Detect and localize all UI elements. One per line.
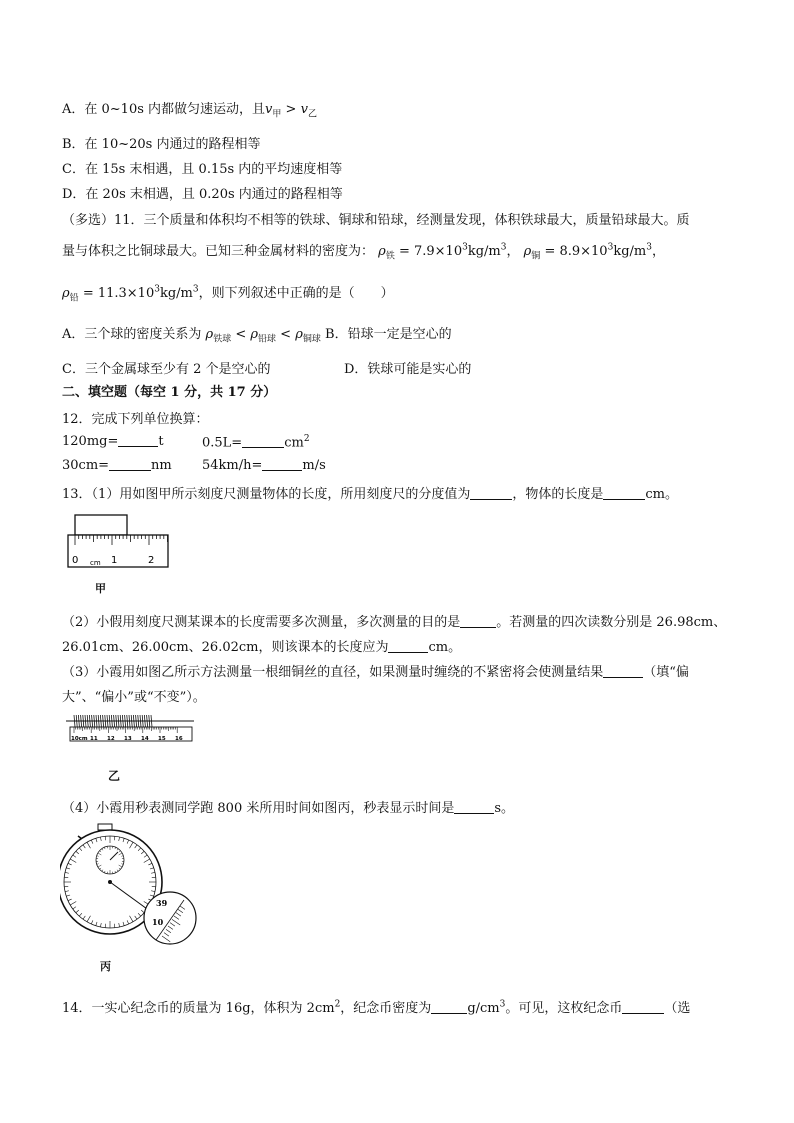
answer-blank[interactable] bbox=[262, 458, 302, 471]
rho-iron-value: = 7.9×10 bbox=[398, 244, 463, 259]
answer-blank[interactable] bbox=[118, 434, 158, 447]
q12-b2: 54km/h= bbox=[202, 458, 263, 473]
unit: kg/m bbox=[613, 244, 647, 259]
q12-a2-exp: 2 bbox=[303, 434, 310, 444]
coil-turn bbox=[105, 715, 106, 727]
coil-turn bbox=[147, 715, 148, 727]
q11-line2: 量与体积之比铜球最大。已知三种金属材料的密度为： $\rho_铁 = 7.9\times 10^3kg/m^3$， $\rho_铜 = 8.9\times 10^3kg/m^3$， bbox=[62, 242, 665, 262]
rho-symbol: ρ bbox=[523, 244, 532, 259]
figure-label-yi: 乙 bbox=[108, 769, 121, 783]
answer-blank[interactable] bbox=[603, 665, 643, 678]
q10-option-a-text: A．在 0~10s 内都做匀速运动，且 bbox=[62, 102, 266, 117]
unit-exp: 3 bbox=[192, 284, 199, 295]
coil-turn bbox=[92, 715, 93, 727]
stopwatch-figure-bing bbox=[60, 822, 200, 952]
exp: 3 bbox=[154, 284, 160, 295]
q14-line1 bbox=[62, 997, 690, 1016]
coil-turn bbox=[136, 715, 137, 727]
q13-p2-text: （2）小假用刻度尺测某课本的长度需要多次测量，多次测量的目的是 bbox=[62, 615, 461, 630]
answer-blank[interactable] bbox=[388, 640, 428, 653]
coil-turn bbox=[107, 715, 108, 727]
answer-blank[interactable] bbox=[470, 487, 512, 500]
answer-blank[interactable] bbox=[622, 1001, 664, 1014]
q12-b2-unit: m/s bbox=[302, 458, 326, 473]
ruler2-label-2: 12 bbox=[107, 736, 115, 742]
q12-a2-unit: cm bbox=[284, 435, 304, 451]
ruler2-label-4: 14 bbox=[141, 736, 149, 742]
q12-row1-b bbox=[202, 434, 310, 450]
rho-symbol: ρ bbox=[250, 327, 259, 342]
q14-text-b: ，纪念币密度为 bbox=[340, 1001, 432, 1016]
exp: 3 bbox=[462, 242, 468, 253]
q11-option-d: D．铁球可能是实心的 bbox=[344, 362, 472, 377]
unit-exp: 3 bbox=[500, 242, 507, 253]
coil-turn bbox=[85, 715, 86, 727]
coil-turn bbox=[111, 715, 112, 727]
q13-p4-unit: s。 bbox=[494, 801, 515, 816]
rho-symbol: ρ bbox=[378, 244, 386, 259]
ruler2-label-3: 13 bbox=[124, 736, 132, 742]
rho-sub: 铜球 bbox=[302, 334, 321, 345]
answer-blank[interactable] bbox=[454, 801, 494, 814]
rho-sub: 铁球 bbox=[213, 334, 232, 345]
measured-object bbox=[75, 515, 127, 535]
answer-blank[interactable] bbox=[460, 615, 496, 628]
greater-than: > bbox=[281, 102, 301, 117]
q13-part3-line2: 大”、“偏小”或“不变”）。 bbox=[62, 690, 206, 705]
q11-option-b: B．铅球一定是空心的 bbox=[325, 327, 452, 342]
q14-exp-a: 2 bbox=[334, 999, 341, 1010]
q13-part4 bbox=[62, 797, 514, 816]
q13-p2-text-c: 26.01cm、26.00cm、26.02cm，则该课本的长度应为 bbox=[62, 640, 389, 655]
coil-turn bbox=[149, 715, 150, 727]
coil-turn bbox=[129, 715, 130, 727]
q10-option-d: D．在 20s 末相遇，且 0.20s 内通过的路程相等 bbox=[62, 187, 343, 202]
velocity-sub-jia: 甲 bbox=[272, 109, 282, 120]
q10-option-a bbox=[62, 98, 317, 120]
q14-unit: g/cm bbox=[467, 1001, 500, 1016]
q11-option-ab: A．三个球的密度关系为 $\rho_{铁球} < \rho_{铅球} < \rho_{铜球}$ B．铅球一定是空心的 bbox=[62, 327, 452, 345]
coil-turn bbox=[122, 715, 123, 727]
q12-a1-unit: t bbox=[158, 434, 164, 449]
answer-blank[interactable] bbox=[431, 1001, 467, 1014]
coil-turn bbox=[151, 715, 152, 727]
ruler2-label-6: 16 bbox=[175, 736, 183, 742]
rho-lead-value: = 11.3×10 bbox=[82, 286, 155, 301]
rho-symbol: ρ bbox=[62, 286, 70, 301]
coil-turn bbox=[138, 715, 139, 727]
q10-option-c: C．在 15s 末相遇，且 0.15s 内的平均速度相等 bbox=[62, 162, 343, 177]
rho-symbol: ρ bbox=[205, 327, 214, 342]
coil-turn bbox=[116, 715, 117, 727]
q14-text-a: 14．一实心纪念币的质量为 16g，体积为 2cm bbox=[62, 1001, 335, 1016]
coil-turn bbox=[125, 715, 126, 727]
ruler-figure-jia bbox=[64, 512, 174, 572]
q12-row2-b bbox=[202, 458, 326, 473]
q11-option-a: A．三个球的密度关系为 bbox=[62, 327, 202, 342]
rho-sub-copper: 铜 bbox=[531, 251, 541, 262]
coil-turn bbox=[89, 715, 90, 727]
q13-part3-line1 bbox=[62, 661, 689, 680]
q14-text-e: （选 bbox=[664, 1001, 691, 1016]
figure-label-jia: 甲 bbox=[95, 582, 106, 595]
ruler2-label-5: 15 bbox=[158, 736, 166, 742]
coil-turn bbox=[74, 715, 75, 727]
section-title: 二、填空题（每空 1 分，共 17 分） bbox=[62, 385, 277, 400]
ruler2-label-1: 11 bbox=[90, 736, 98, 742]
rho-sub: 铅球 bbox=[258, 334, 277, 345]
coil-turn bbox=[127, 715, 128, 727]
magnifier-label-39: 39 bbox=[156, 898, 168, 908]
coil-turn bbox=[103, 715, 104, 727]
q12-b1: 30cm= bbox=[62, 458, 110, 473]
coil-turn bbox=[76, 715, 77, 727]
coil-turn bbox=[109, 715, 110, 727]
ruler-label-0: 0 bbox=[72, 555, 79, 566]
stopwatch-crown bbox=[98, 824, 112, 830]
ruler-label-1: 1 bbox=[111, 555, 118, 566]
q12-row1-a bbox=[62, 434, 164, 449]
unit-exp: 3 bbox=[646, 242, 652, 253]
q13-p2-text-b: 。若测量的四次读数分别是 26.98cm、 bbox=[496, 615, 727, 630]
velocity-sub-yi: 乙 bbox=[307, 109, 317, 120]
figure-label-bing: 丙 bbox=[100, 960, 111, 973]
q13-p1-text: 13．（1）用如图甲所示刻度尺测量物体的长度，所用刻度尺的分度值为 bbox=[62, 487, 471, 502]
answer-blank[interactable] bbox=[242, 435, 284, 448]
coil-turn bbox=[142, 715, 143, 727]
q10-option-b: B．在 10~20s 内通过的路程相等 bbox=[62, 137, 261, 152]
coil-turn bbox=[94, 715, 95, 727]
coil-turn bbox=[118, 715, 119, 727]
q13-p1-text-b: ，物体的长度是 bbox=[512, 487, 604, 502]
q11-line3-tail: ，则下列叙述中正确的是（ ） bbox=[198, 286, 394, 301]
velocity-symbol: v bbox=[265, 102, 273, 117]
ruler-label-2: 2 bbox=[148, 555, 155, 566]
coil-turn bbox=[114, 715, 115, 727]
q12-a1: 120mg= bbox=[62, 434, 119, 449]
q12-title: 12．完成下列单位换算： bbox=[62, 412, 209, 427]
coil-turn bbox=[144, 715, 145, 727]
q14-text-d: 。可见，这枚纪念币 bbox=[505, 1001, 623, 1016]
coil-turn bbox=[98, 715, 99, 727]
coil-turn bbox=[140, 715, 141, 727]
coil-turn bbox=[100, 715, 101, 727]
unit: kg/m bbox=[159, 286, 193, 301]
q13-part1 bbox=[62, 483, 678, 502]
q13-p4-text: （4）小霞用秒表测同学跑 800 米所用时间如图丙，秒表显示时间是 bbox=[62, 801, 455, 816]
q14-unit-exp: 3 bbox=[499, 999, 506, 1010]
coil-turn bbox=[120, 715, 121, 727]
q13-p3-text: （3）小霞用如图乙所示方法测量一根细铜丝的直径，如果测量时缠绕的不紧密将会使测量结果 bbox=[62, 665, 604, 680]
stopwatch-center bbox=[108, 880, 112, 884]
coil-turn bbox=[87, 715, 88, 727]
unit: kg/m bbox=[467, 244, 501, 259]
velocity-symbol: v bbox=[300, 102, 308, 117]
rho-copper-value: = 8.9×10 bbox=[544, 244, 608, 259]
answer-blank[interactable] bbox=[603, 487, 645, 500]
wire-coil-figure-yi bbox=[66, 711, 196, 745]
q13-part2-line2 bbox=[62, 636, 461, 655]
coil-turn bbox=[81, 715, 82, 727]
coil-turn bbox=[133, 715, 134, 727]
q11-line1: （多选）11．三个质量和体积均不相等的铁球、铜球和铅球，经测量发现，体积铁球最大，质量铅球最大。质 bbox=[62, 213, 690, 228]
coil-turn bbox=[131, 715, 132, 727]
q13-p2-unit: cm。 bbox=[428, 640, 462, 655]
magnifier-label-10: 10 bbox=[152, 917, 164, 927]
q12-b1-unit: nm bbox=[151, 458, 172, 473]
q11-line3 bbox=[62, 282, 394, 304]
q11-option-c: C．三个金属球至少有 2 个是空心的 bbox=[62, 362, 271, 377]
q13-part2-line1 bbox=[62, 611, 726, 630]
ruler2-label-0: 10cm bbox=[71, 736, 88, 742]
rho-sub-lead: 铅 bbox=[69, 293, 79, 304]
q12-a2: 0.5L= bbox=[202, 435, 243, 451]
rho-symbol: ρ bbox=[295, 327, 303, 342]
q13-p3-text-b: （填“偏 bbox=[643, 665, 689, 680]
q12-row2-a bbox=[62, 458, 172, 473]
rho-sub-iron: 铁 bbox=[385, 251, 395, 262]
ruler-label-cm: cm bbox=[90, 559, 101, 567]
q13-p1-unit: cm。 bbox=[645, 487, 678, 502]
exp: 3 bbox=[607, 242, 614, 253]
q11-line2-text: 量与体积之比铜球最大。已知三种金属材料的密度为： bbox=[62, 244, 375, 259]
coil-turn bbox=[96, 715, 97, 727]
coil-turn bbox=[83, 715, 84, 727]
answer-blank[interactable] bbox=[109, 458, 151, 471]
coil-turn bbox=[78, 715, 79, 727]
